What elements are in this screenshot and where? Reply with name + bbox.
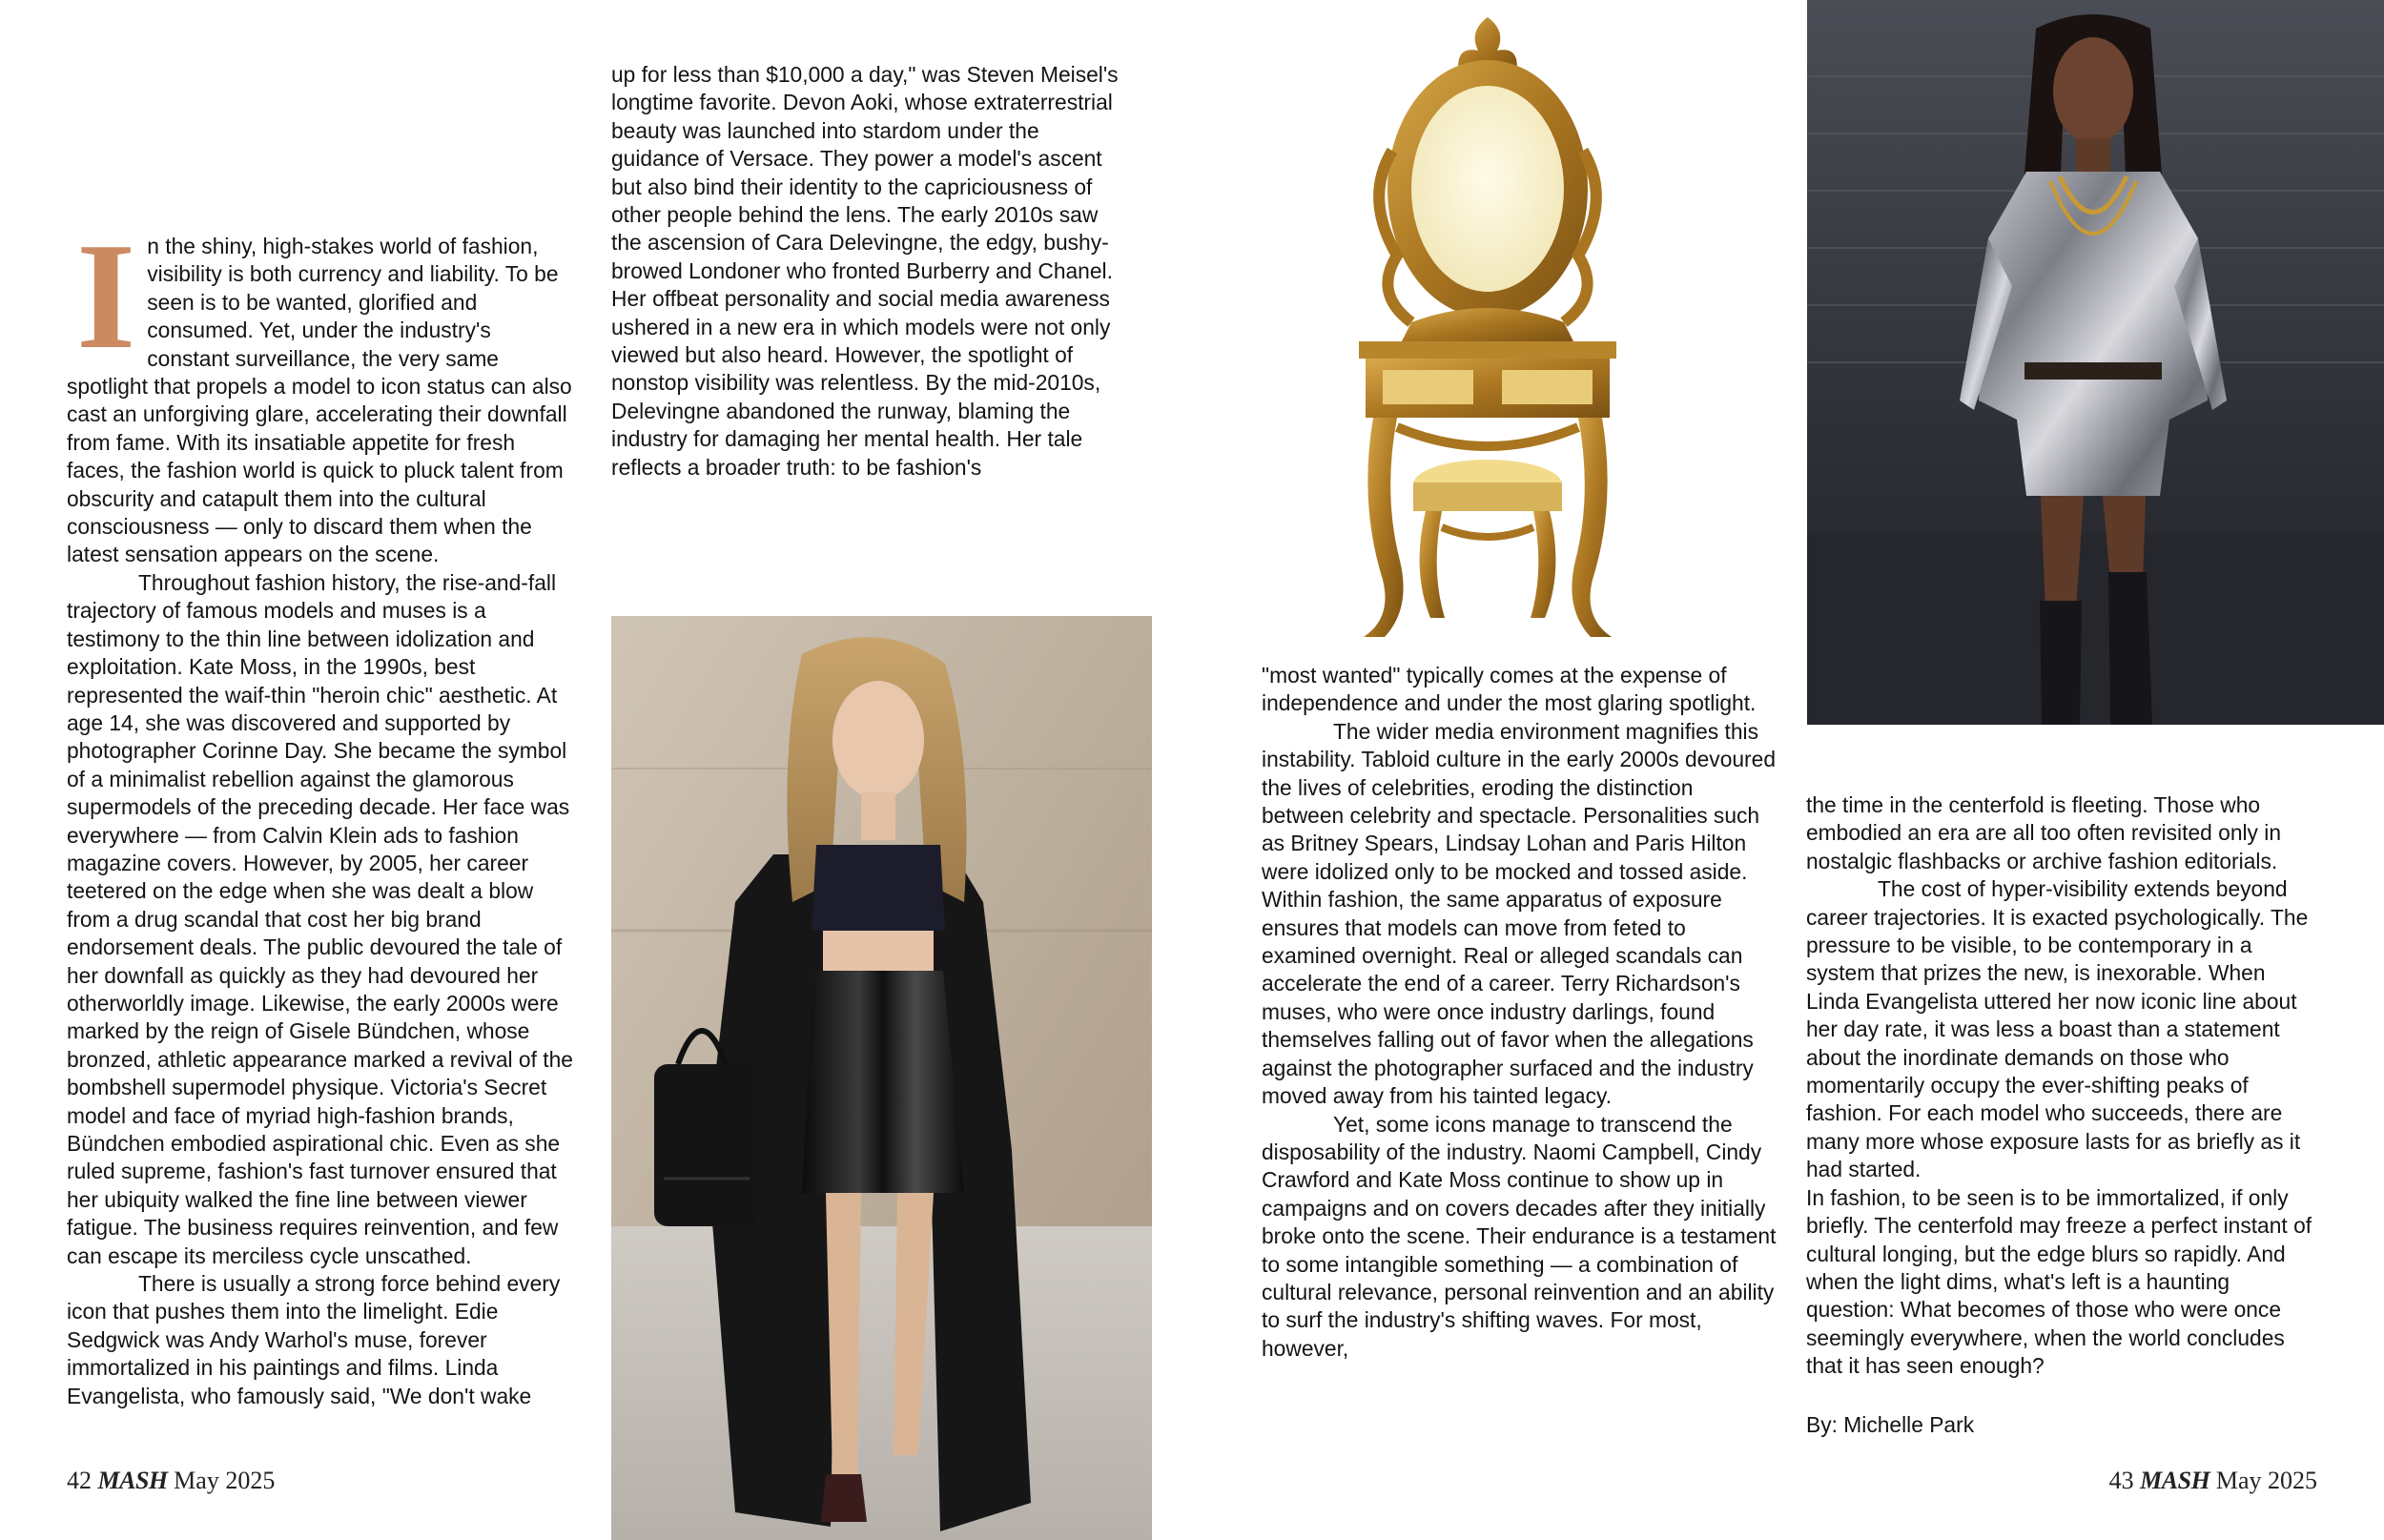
paragraph-endurance: Yet, some icons manage to transcend the disposability of the industry. Naomi Campbell, Cindy Crawford and Kate Moss continue to show up in campaigns and on covers decades after they initially broke onto the scene. Their endurance is a testament to some intangible something — a combination of cultural relevance, personal reinvention and an ability to surf the industry's shifting waves. For most, however, <box>1262 1111 1777 1361</box>
drop-cap: I <box>76 211 136 380</box>
paragraph-history: Throughout fashion history, the rise-and-fall trajectory of famous models and muses is a testimony to the thin line between idolization and exploitation. Kate Moss, in the 1990s, best represented the waif-thin "heroin chic" aesthetic. At age 14, she was discovered and supported by photographer Corinne Day. She became the symbol of a minimalist rebellion against the glamorous supermodels of the preceding decade. Her face was everywhere — from Calvin Klein ads to fashion magazine covers. However, by 2005, her career teetered on the edge when she was dealt a blow from a drug scandal that cost her big brand endorsement deals. The public devoured the tale of her downfall as quickly as they had devoured her otherworldly image. Likewise, the early 2000s were marked by the reign of Gisele Bündchen, whose bronzed, athletic appearance marked a revival of the bombshell supermodel physique. Victoria's Secret model and face of myriad high-fashion brands, Bündchen embodied aspirational chic. Even as she ruled supreme, fashion's fast turnover ensured that her ubiquity walked the fine line between viewer fatigue. The business requires reinvention, and few can escape its merciless cycle unscathed. <box>67 569 573 1268</box>
folio-left <box>67 1467 275 1495</box>
vanity-illustration <box>1354 8 1621 645</box>
paragraph-muses: up for less than $10,000 a day," was Steven Meisel's longtime favorite. Devon Aoki, whose extraterrestrial beauty was launched into stardom under the guidance of Versace. They power a model's ascent but also bind their identity to the capriciousness of other people behind the lens. The early 2010s saw the ascension of Cara Delevingne, the edgy, bushy-browed Londoner who fronted Burberry and Chanel. Her offbeat personality and social media awareness ushered in a new era in which models were not only viewed but also heard. However, the spotlight of nonstop visibility was relentless. By the mid-2010s, Delevingne abandoned the runway, blaming the industry for damaging her mental health. Her tale reflects a broader truth: to be fashion's <box>611 62 1119 480</box>
ornate-gold-vanity-icon <box>1354 8 1621 645</box>
magazine-name-right: MASH <box>2140 1467 2210 1494</box>
paragraph-most-wanted: "most wanted" typically comes at the expense of independence and under the most glaring spotlight. <box>1262 663 1757 716</box>
issue-date-left: May 2025 <box>174 1467 276 1494</box>
runway-model-black-coat-icon <box>611 616 1152 1540</box>
article-column-1 <box>67 211 577 1410</box>
article-column-4 <box>1806 791 2321 1439</box>
page-number-left: 42 <box>67 1467 92 1494</box>
paragraph-conclusion: In fashion, to be seen is to be immortalized, if only briefly. The centerfold may freeze a perfect instant of cultural longing, but the edge blurs so rapidly. And when the light dims, what's left is a haunting question: What becomes of those who were once seemingly everywhere, when the world concludes that it has seen enough? <box>1806 1184 2312 1379</box>
runway-photo-silver-sequin <box>1807 0 2384 725</box>
page-number-right: 43 <box>2108 1467 2134 1494</box>
runway-model-silver-sequin-icon <box>1807 0 2384 725</box>
issue-date-right: May 2025 <box>2215 1467 2317 1494</box>
byline: By: Michelle Park <box>1806 1411 1975 1437</box>
paragraph-apparatus: Within fashion, the same apparatus of exposure ensures that models can move from feted to examined overnight. Real or alleged scandals can accelerate the end of a career. Terry Richardson's muses, who were once industry darlings, found themselves falling out of favor when the allegations against the photographer surfaced and the industry moved away from his tainted legacy. <box>1262 887 1754 1109</box>
paragraph-media: The wider media environment magnifies this instability. Tabloid culture in the early 2000s devoured the lives of celebrities, eroding the distinction between celebrity and spectacle. Personalities such as Britney Spears, Lindsay Lohan and Paris Hilton were idolized only to be mocked and tossed aside. <box>1262 718 1777 884</box>
paragraph-centerfold: the time in the centerfold is fleeting. Those who embodied an era are all too often revisited only in nostalgic flashbacks or archive fashion editorials. <box>1806 792 2282 873</box>
magazine-name-left: MASH <box>97 1467 168 1494</box>
article-column-3 <box>1262 662 1777 1363</box>
runway-photo-black-coat <box>611 616 1152 1540</box>
article-column-2 <box>611 61 1131 482</box>
paragraph-cost: The cost of hyper-visibility extends beyond career trajectories. It is exacted psychologically. The pressure to be visible, to be contemporary in a system that prizes the new, is inexorable. When Linda Evangelista uttered her now iconic line about her day rate, it was less a boast than a statement about the inordinate demands on those who momentarily occupy the ever-shifting peaks of fashion. For each model who succeeds, there are many more whose exposure lasts for as briefly as it had started. <box>1806 876 2309 1182</box>
paragraph-force: There is usually a strong force behind every icon that pushes them into the limelight. Edie Sedgwick was Andy Warhol's muse, forever immortalized in his paintings and films. Linda Evangelista, who famously said, "We don't wake <box>67 1271 561 1408</box>
paragraph-intro: n the shiny, high-stakes world of fashion, visibility is both currency and liability. To be seen is to be wanted, glorified and consumed. Yet, under the industry's constant surveillance, the very same spotlight that propels a model to icon status can also cast an unforgiving glare, accelerating their downfall from fame. With its insatiable appetite for fresh faces, the fashion world is quick to pluck talent from obscurity and catapult them into the cultural consciousness — only to discard them when the latest sensation appears on the scene. <box>67 234 572 567</box>
folio-right <box>2109 1467 2317 1495</box>
